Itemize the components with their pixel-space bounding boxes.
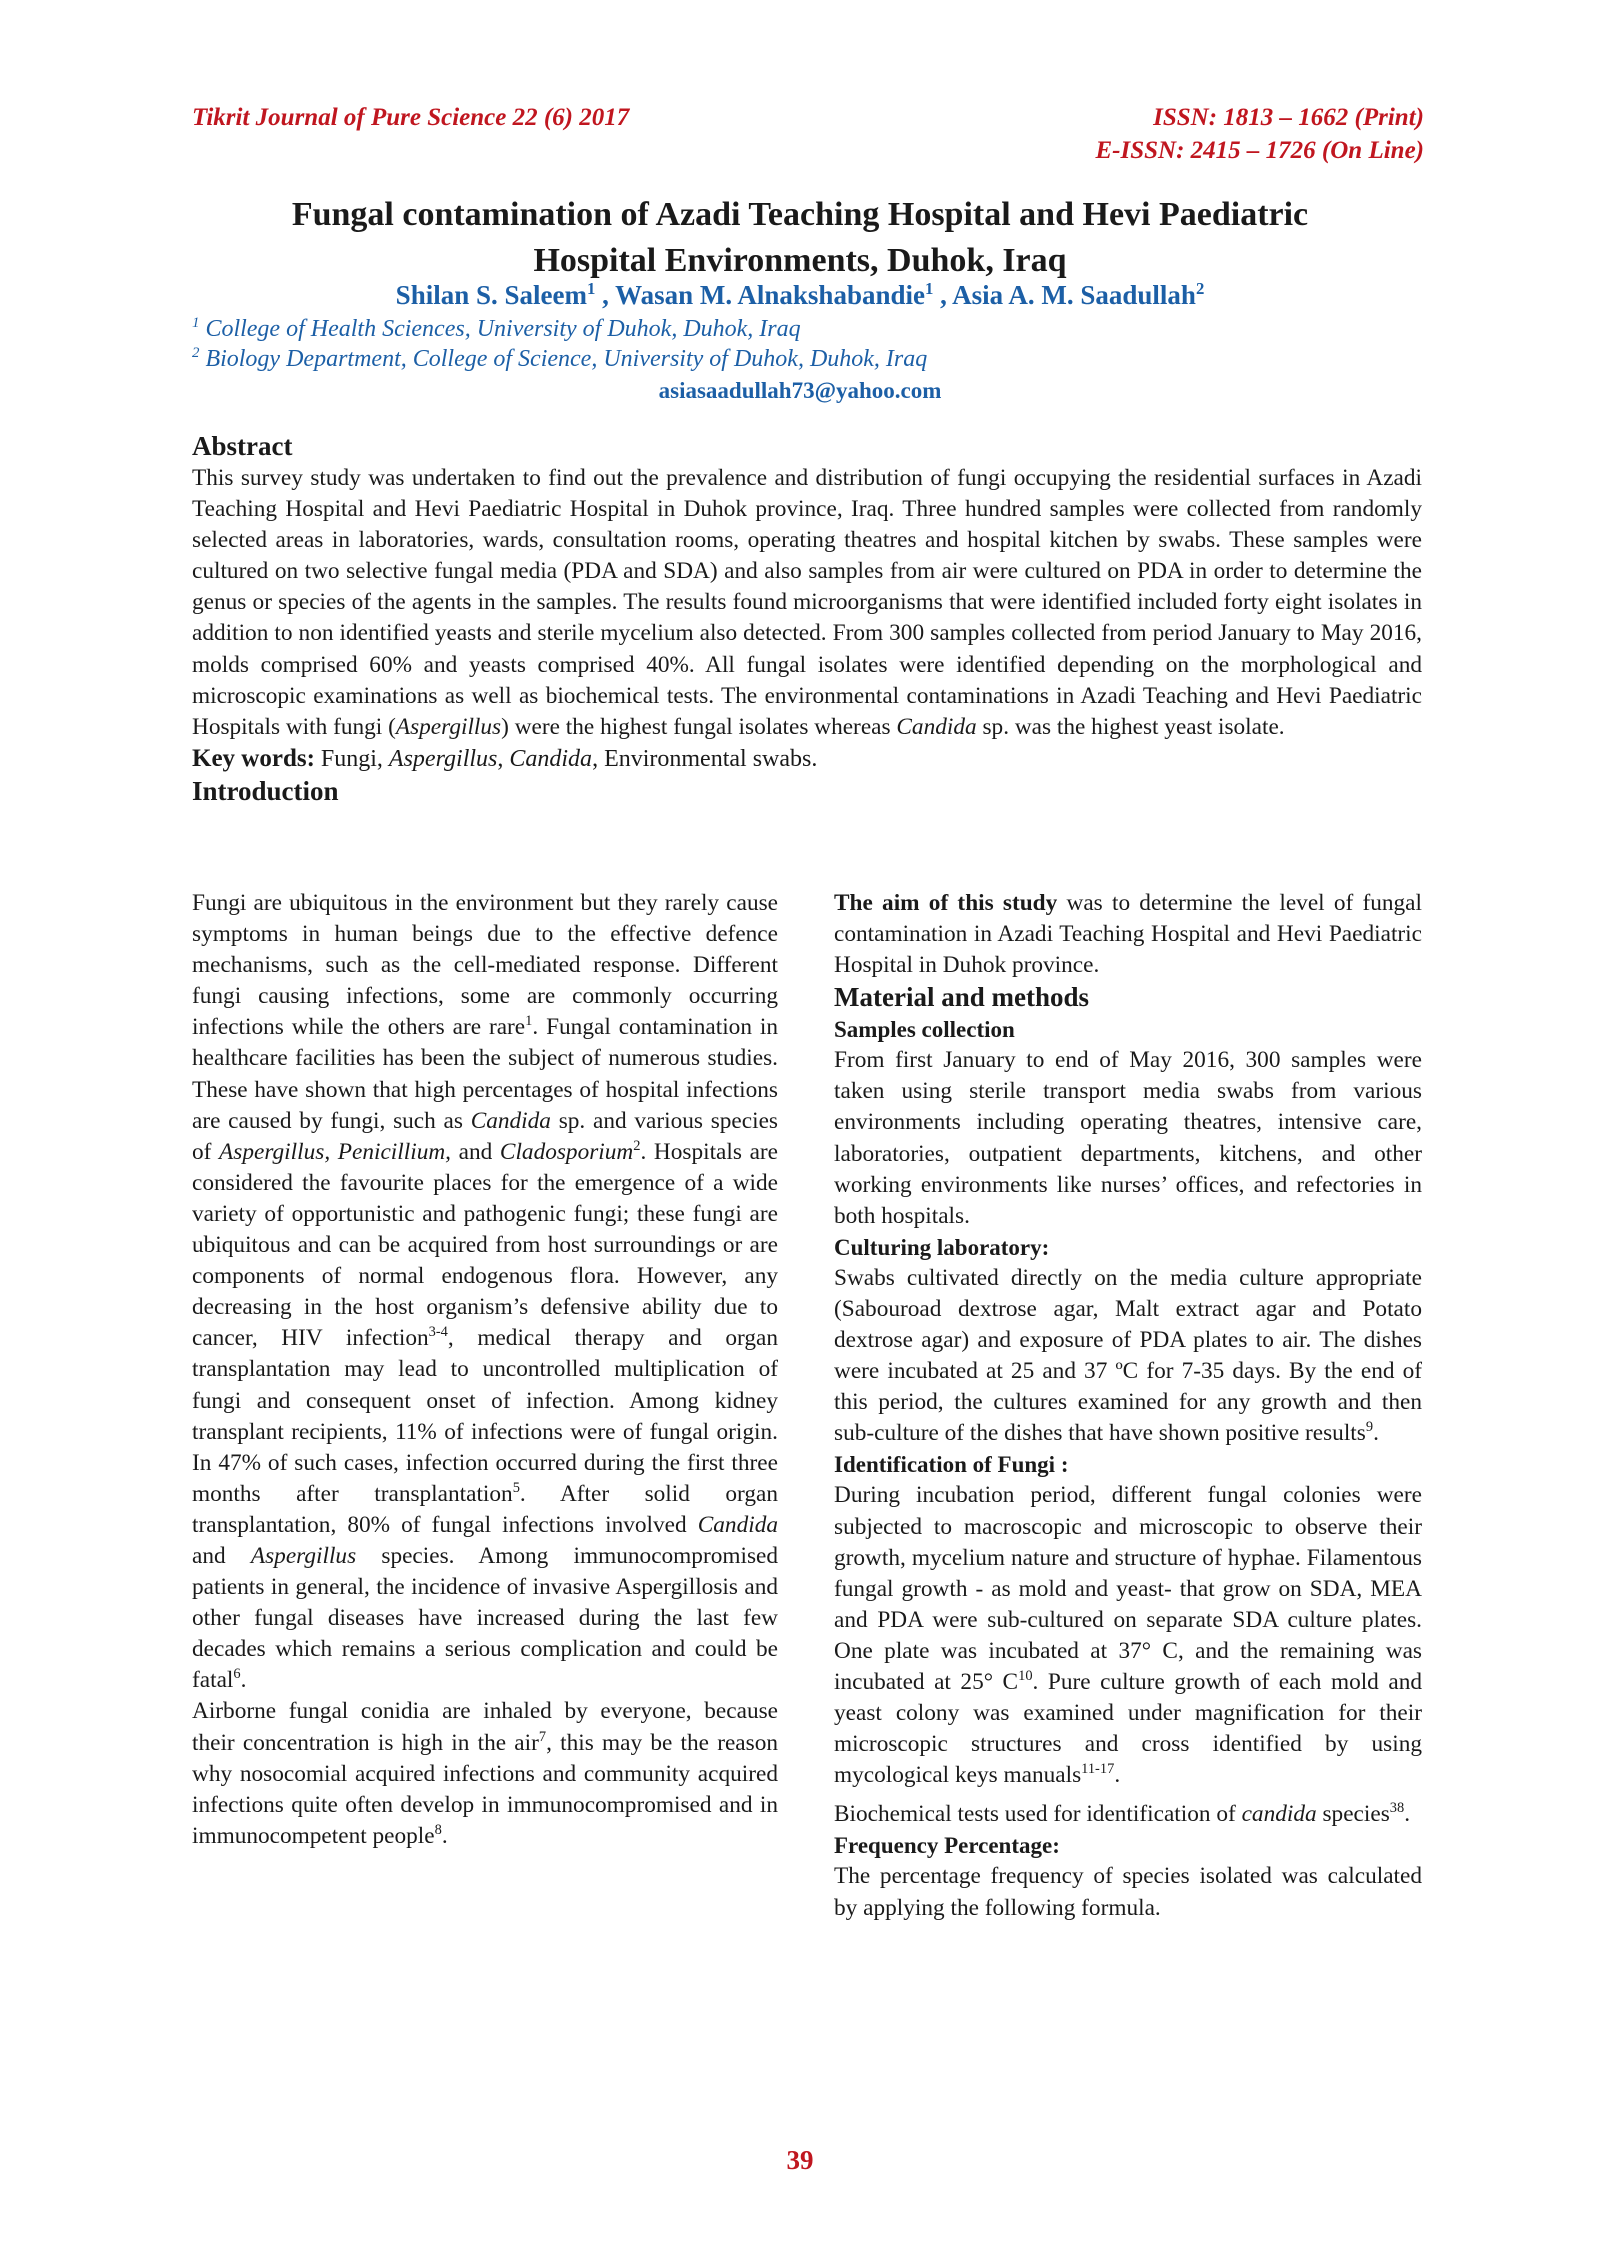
introduction-paragraph: Airborne fungal conidia are inhaled by everyone, because their concentration is high in the air$^7$, this may be the reason why nosocomial acquired infections and community acquired infections quite often develop in immunocompromised and in immunocompetent people$^8$. bbox=[192, 1698, 779, 1849]
citation: 38 bbox=[1389, 1800, 1405, 1817]
identification-paragraph: During incubation period, different fungal colonies were subjected to macroscopic and microscopic to observe their growth, mycelium nature and structure of hyphae. Filamentous fungal growth - as mold and yeast- that grow on SDA, MEA and PDA were sub-cultured on separate SDA culture plates. One plate was incubated at 37° C, and the remaining was incubated at 25° $C^{10}$. Pure culture growth of each mold and yeast colony was examined under magnification for their microscopic structures and cross identified by using mycological keys manuals$^{11-17}$. bbox=[834, 1482, 1422, 1789]
genus-name: Candida bbox=[896, 713, 977, 740]
citation: 2 bbox=[633, 1137, 641, 1154]
citation: 5 bbox=[512, 1480, 520, 1497]
citation: 6 bbox=[233, 1666, 241, 1683]
abstract-section bbox=[192, 430, 1422, 808]
genus-name: candida bbox=[1241, 1801, 1317, 1828]
issn-header bbox=[1096, 101, 1425, 167]
keyword-genus: Candida bbox=[509, 745, 593, 772]
genus-name: Candida bbox=[697, 1511, 778, 1538]
methods-heading: Material and methods bbox=[834, 982, 1089, 1013]
samples-heading: Samples collection bbox=[834, 1017, 1015, 1043]
samples-paragraph: From first January to end of May 2016, 300 samples were taken using sterile transport media swabs from various environments including operating theatres, intensive care, laboratories, outpatient departments, kitchens, and other working environments like nurses’ offices, and refectories in both hospitals. bbox=[834, 1047, 1422, 1229]
affiliation-text: Biology Department, College of Science, University of Duhok, Duhok, Iraq bbox=[205, 346, 928, 372]
author-name: Wasan M. Alnakshabandie bbox=[615, 280, 925, 310]
author-affiliation-mark: 2 bbox=[1195, 279, 1205, 298]
keywords-label: Key words: bbox=[192, 744, 315, 772]
journal-header: Tikrit Journal of Pure Science 22 (6) 2017 bbox=[192, 104, 630, 131]
frequency-heading: Frequency Percentage: bbox=[834, 1833, 1060, 1859]
page-number: 39 bbox=[786, 2145, 814, 2175]
affiliation-mark: 1 bbox=[192, 315, 200, 331]
identification-heading: Identification of Fungi : bbox=[834, 1452, 1069, 1478]
genus-name: Candida bbox=[470, 1107, 551, 1134]
abstract-text: This survey study was undertaken to find out the prevalence and distribution of fungi occupying the residential surfaces in Azadi Teaching Hospital and Hevi Paediatric Hospital in Duhok province, Iraq. Three hundred samples were collected from randomly selected areas in laboratories, wards, consultation rooms, operating theatres and hospital kitchen by swabs. These samples were cultured on two selective fungal media (PDA and SDA) and also samples from air were cultured on PDA in order to determine the genus or species of the agents in the samples. The results found microorganisms that were identified included forty eight isolates in addition to non identified yeasts and sterile mycelium also detected. From 300 samples collected from period January to May 2016, molds comprised 60% and yeasts comprised 40%. All fungal isolates were identified depending on the morphological and microscopic examinations as well as biochemical tests. The environmental contaminations in Azadi Teaching and Hevi Paediatric Hospitals with fungi (Aspergillus) were the highest fungal isolates whereas Candida sp. was the highest yeast isolate. bbox=[192, 465, 1422, 740]
biochemical-paragraph: Biochemical tests used for identification of candida species$^{38}$. bbox=[834, 1800, 1411, 1828]
left-column bbox=[192, 888, 778, 1852]
affiliation-text: College of Health Sciences, University of Duhok, Duhok, Iraq bbox=[205, 316, 801, 342]
genus-name: Aspergillus, Penicillium, bbox=[219, 1138, 451, 1165]
frequency-paragraph: The percentage frequency of species isolated was calculated by applying the following formula. bbox=[834, 1863, 1422, 1921]
issn-print: ISSN: 1813 – 1662 (Print) bbox=[1153, 104, 1424, 131]
right-column bbox=[834, 888, 1422, 1924]
title-line-1: Fungal contamination of Azadi Teaching Hospital and Hevi Paediatric bbox=[291, 196, 1309, 233]
aim-paragraph: The aim of this study was to determine the level of fungal contamination in Azadi Teaching Hospital and Hevi Paediatric Hospital in Duhok province. bbox=[834, 890, 1422, 979]
genus-name: Aspergillus bbox=[395, 713, 502, 740]
citation: 10 bbox=[1018, 1668, 1033, 1685]
article-title bbox=[160, 192, 1440, 284]
aim-label: The aim of this study bbox=[834, 890, 1058, 916]
culturing-heading: Culturing laboratory: bbox=[834, 1234, 1050, 1260]
citation: 8 bbox=[434, 1822, 442, 1839]
affiliation-mark: 2 bbox=[192, 345, 200, 361]
author-affiliation-mark: 1 bbox=[586, 279, 596, 298]
introduction-heading: Introduction bbox=[192, 775, 339, 806]
author-list: Shilan S. Saleem$^1$ , Wasan M. Alnakshabandie$^1$ , Asia A. M. Saadullah$^2$ bbox=[395, 279, 1205, 310]
genus-name: Aspergillus bbox=[250, 1542, 357, 1569]
introduction-paragraph: Fungi are ubiquitous in the environment but they rarely cause symptoms in human beings due to the effective defence mechanisms, such as the cell-mediated response. Different fungi causing infections, some are commonly occurring infections while the others are rare$^1$. Fungal contamination in healthcare facilities has been the subject of numerous studies. These have shown that high percentages of hospital infections are caused by fungi, such as Candida sp. and various species of Aspergillus, Penicillium, and Cladosporium$^2$. Hospitals are considered the favourite places for the emergence of a wide variety of opportunistic and pathogenic fungi; these fungi are ubiquitous and can be acquired from host surroundings or are components of normal endogenous flora. However, any decreasing in the host organism’s defensive ability due to cancer, HIV infection$^{3-4}$, medical therapy and organ transplantation may lead to uncontrolled multiplication of fungi and consequent onset of infection. Among kidney transplant recipients, 11% of infections were of fungal origin. In 47% of such cases, infection occurred during the first three months after transplantation$^5$. After solid organ transplantation, 80% of fungal infections involved Candida and Aspergillus species. Among immunocompromised patients in general, the incidence of invasive Aspergillosis and other fungal diseases have increased during the last few decades which remains a serious complication and could be fatal$^6$. bbox=[192, 890, 779, 1694]
issn-online: E-ISSN: 2415 – 1726 (On Line) bbox=[1095, 137, 1424, 164]
citation: 9 bbox=[1365, 1419, 1374, 1436]
author-name: Asia A. M. Saadullah bbox=[952, 280, 1196, 310]
citation: 7 bbox=[538, 1728, 547, 1745]
author-affiliation-mark: 1 bbox=[924, 279, 934, 298]
citation: 11-17 bbox=[1081, 1761, 1115, 1778]
title-line-2: Hospital Environments, Duhok, Iraq bbox=[533, 242, 1067, 279]
keyword-genus: Aspergillus bbox=[388, 745, 498, 772]
abstract-heading: Abstract bbox=[192, 431, 293, 461]
genus-name: Cladosporium bbox=[499, 1138, 634, 1165]
keywords: Key words: Fungi, Aspergillus, Candida, Environmental swabs. bbox=[192, 744, 818, 772]
author-name: Shilan S. Saleem bbox=[395, 280, 587, 310]
affiliation bbox=[192, 314, 1292, 344]
citation: 1 bbox=[525, 1013, 533, 1030]
culturing-paragraph: Swabs cultivated directly on the media culture appropriate (Sabouroad dextrose agar, Malt extract agar and Potato dextrose agar) and exposure of PDA plates to air. The dishes were incubated at 25 and 37 ºC for 7-35 days. By the end of this period, the cultures examined for any growth and then sub-culture of the dishes that have shown positive results$^9$. bbox=[834, 1264, 1422, 1447]
affiliation bbox=[192, 344, 1292, 374]
citation: 3-4 bbox=[428, 1324, 448, 1341]
corresponding-email[interactable]: asiasaadullah73@yahoo.com bbox=[658, 378, 942, 403]
